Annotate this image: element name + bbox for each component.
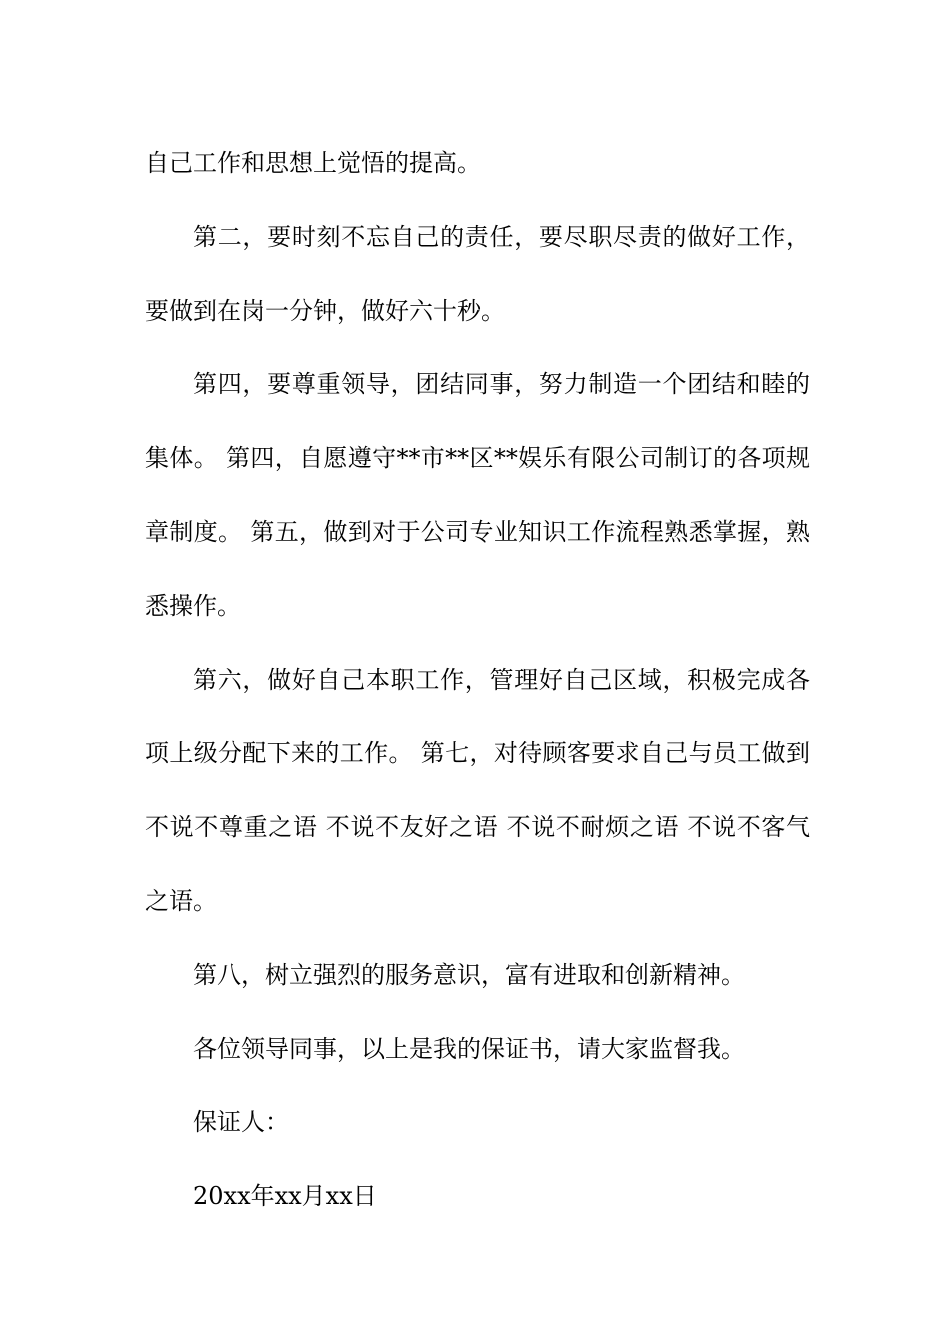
paragraph-closing: 各位领导同事，以上是我的保证书，请大家监督我。 xyxy=(193,1034,745,1063)
paragraph-continuation: 自己工作和思想上觉悟的提高。 xyxy=(145,149,481,177)
guarantor-label: 保证人： xyxy=(193,1108,289,1137)
paragraph-eighth: 第八，树立强烈的服务意识，富有进取和创新精神。 xyxy=(193,960,745,989)
date-line: 20xx年xx月xx日 xyxy=(193,1182,377,1211)
document-body xyxy=(145,127,810,1234)
paragraph-second: 第二，要时刻不忘自己的责任，要尽职尽责的做好工作，要做到在岗一分钟，做好六十秒。 xyxy=(145,222,810,325)
paragraph-sixth: 第六，做好自己本职工作，管理好自己区域，积极完成各项上级分配下来的工作。 第七，对待顾客要求自己与员工做到不说不尊重之语 不说不友好之语 不说不耐烦之语 不说不客气之语。 xyxy=(145,665,810,915)
paragraph-fourth: 第四，要尊重领导，团结同事，努力制造一个团结和睦的集体。 第四，自愿遵守**市**区**娱乐有限公司制订的各项规章制度。 第五，做到对于公司专业知识工作流程熟悉掌握，熟悉操作。 xyxy=(145,370,810,620)
